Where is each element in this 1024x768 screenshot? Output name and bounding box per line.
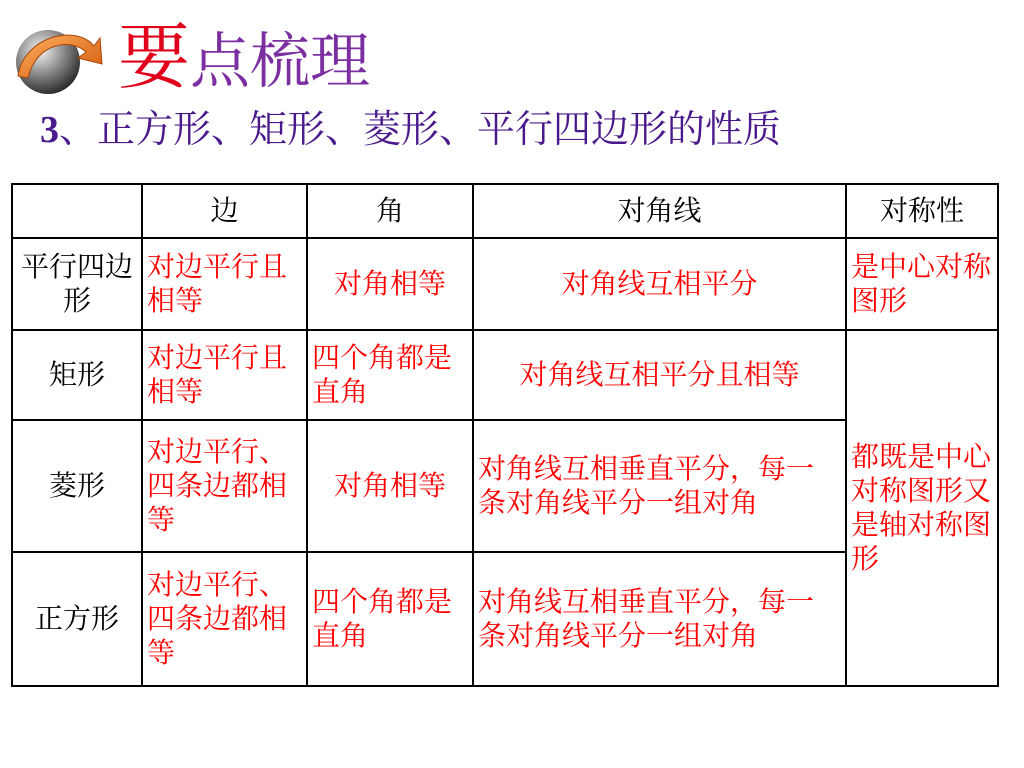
row-shape: 平行四边形 [12,238,142,330]
cell-angle: 对角相等 [307,420,473,552]
cell-side: 对边平行、四条边都相等 [142,552,307,686]
cell-diagonal: 对角线互相垂直平分，每一条对角线平分一组对角 [473,552,846,686]
cell-symmetry: 是中心对称图形 [846,238,998,330]
subtitle-text: 、正方形、矩形、菱形、平行四边形的性质 [59,107,782,151]
row-shape: 矩形 [12,330,142,420]
table-row [12,238,998,330]
table-row [12,330,998,420]
cell-side: 对边平行、四条边都相等 [142,420,307,552]
row-shape: 菱形 [12,420,142,552]
cell-angle: 四个角都是直角 [307,552,473,686]
cell-side: 对边平行且相等 [142,238,307,330]
cell-angle: 四个角都是直角 [307,330,473,420]
header-symmetry: 对称性 [846,184,998,238]
header-angle: 角 [307,184,473,238]
title-first-char: 要 [118,15,191,99]
cell-side: 对边平行且相等 [142,330,307,420]
table-header-row [12,184,998,238]
cell-angle: 对角相等 [307,238,473,330]
cell-diagonal: 对角线互相平分 [473,238,846,330]
properties-table [11,183,999,687]
section-subtitle [40,104,781,155]
header-side: 边 [142,184,307,238]
cell-diagonal: 对角线互相平分且相等 [473,330,846,420]
header-corner [12,184,142,238]
page-title [118,15,371,99]
cell-shared-symmetry: 都既是中心对称图形又是轴对称图形 [846,330,998,686]
cell-diagonal: 对角线互相垂直平分，每一条对角线平分一组对角 [473,420,846,552]
row-shape: 正方形 [12,552,142,686]
sphere-arrow-icon [6,18,106,98]
subtitle-number: 3 [40,109,59,151]
header-diagonal: 对角线 [473,184,846,238]
title-rest: 点梳理 [190,27,371,97]
